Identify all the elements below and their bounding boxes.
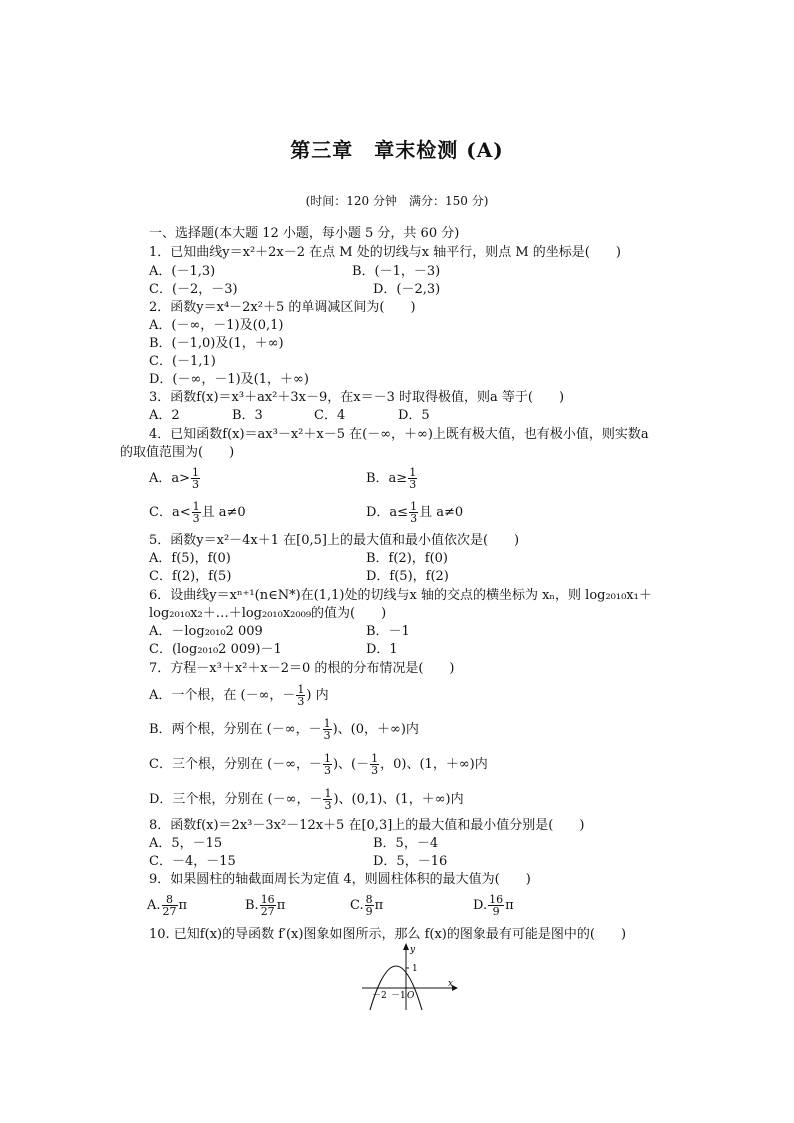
y-axis-label: y [410,945,416,955]
page-title: 第三章 章末检测 (A) [290,138,504,162]
q3-stem: 3．函数f(x)＝x³＋ax²＋3x－9，在x＝－3 时取得极值，则a 等于( ) [149,390,565,405]
q1-option-d: D．(－2,3) [373,282,441,297]
q5-option-b: B．f(2)，f(0) [366,551,449,566]
q5-option-c: C．f(2)，f(5) [149,569,232,584]
exam-info: (时间：120 分钟 满分：150 分) [305,194,489,208]
q10-stem: 10. 已知f(x)的导函数 f′(x)图象如图所示，那么 f(x)的图象最有可能是图中的( ) [149,927,627,942]
q7-option-d: D．三个根，分别在 (－∞，－ $\frac{1}{3}$ )、(0,1)、(1，＋∞)内 [149,787,464,812]
q8-option-a: A．5，－15 [149,836,223,851]
fraction: $\frac{16}{9}$ [489,893,504,918]
fraction: $\frac{1}{3}$ [410,500,418,525]
fraction: $\frac{1}{3}$ [323,752,331,777]
q5-option-d: D．f(5)，f(2) [366,569,449,584]
fraction: $\frac{1}{3}$ [409,466,417,491]
q2-option-a: A．(－∞，－1)及(0,1) [149,318,284,333]
q3-option-a: A．2 [149,408,180,423]
q9-option-c: C. $\frac{8}{9}$ π [350,893,384,918]
q5-stem: 5．函数y＝x²－4x＋1 在[0,5]上的最大值和最小值依次是( ) [149,533,520,548]
q1-option-c: C．(－2，－3) [149,282,238,297]
q4-stem-line2: 的取值范围为( ) [120,445,235,460]
fraction: $\frac{1}{3}$ [371,752,379,777]
q8-option-b: B．5，－4 [373,836,439,851]
q4-option-b: B．a≥ $\frac{1}{3}$ [366,466,417,491]
q3-option-d: D．5 [398,408,430,423]
q7-option-b: B．两个根，分别在 (－∞，－ $\frac{1}{3}$ )、(0，＋∞)内 [149,717,419,742]
y-axis-arrow [403,943,409,950]
x-axis-label: x [448,979,454,989]
tick-label-1: 1 [412,964,418,974]
q8-stem: 8．函数f(x)＝2x³－3x²－12x＋5 在[0,3]上的最大值和最小值分别是( ) [149,818,585,833]
q2-option-c: C．(－1,1) [149,354,216,369]
q6-option-a: A．－log₂₀₁₀2 009 [149,624,263,639]
q2-stem: 2．函数y＝x⁴－2x²＋5 的单调减区间为( ) [149,300,416,315]
q6-stem-line2: log₂₀₁₀x₂＋…＋log₂₀₁₀x₂₀₀₉的值为( ) [149,606,387,621]
q9-option-b: B. $\frac{16}{27}$ π [245,893,286,918]
q2-option-b: B．(－1,0)及(1，＋∞) [149,336,284,351]
q8-option-d: D．5，－16 [373,854,448,869]
q1-stem: 1．已知曲线y＝x²＋2x－2 在点 M 处的切线与x 轴平行，则点 M 的坐标是( ) [149,245,621,260]
q7-option-a: A．一个根，在 (－∞，－ $\frac{1}{3}$ ) 内 [149,683,329,708]
section-header: 一、选择题(本大题 12 小题，每小题 5 分，共 60 分) [149,226,460,241]
q4-option-a: A．a> $\frac{1}{3}$ [149,466,200,491]
q9-option-a: A. $\frac{8}{27}$ π [147,893,188,918]
origin-label: O [407,991,415,1001]
q7-option-c: C．三个根，分别在 (－∞，－ $\frac{1}{3}$ )、(－ $\frac{1}{3}$ ，0)、(1，＋∞)内 [149,752,488,777]
fraction: $\frac{8}{9}$ [365,893,373,918]
q4-option-c: C．a< $\frac{1}{3}$ 且 a≠0 [149,500,246,525]
q3-option-b: B．3 [232,408,263,423]
q6-option-b: B．－1 [366,624,410,639]
q7-stem: 7．方程－x³＋x²＋x－2＝0 的根的分布情况是( ) [149,661,455,676]
fraction: $\frac{1}{3}$ [323,717,331,742]
tick-label-minus-1: －1 [391,991,406,1001]
fraction: $\frac{8}{27}$ [162,893,177,918]
q6-stem-line1: 6．设曲线y＝xⁿ⁺¹(n∈N*)在(1,1)处的切线与x 轴的交点的横坐标为 xₙ，则 log₂₀₁₀x₁＋ [149,588,652,603]
fraction: $\frac{1}{3}$ [324,787,332,812]
fraction: $\frac{1}{3}$ [297,683,305,708]
fraction: $\frac{16}{27}$ [260,893,275,918]
q6-option-d: D．1 [366,642,398,657]
q8-option-c: C．－4，－15 [149,854,236,869]
q6-option-c: C．(log₂₀₁₀2 009)－1 [149,642,282,657]
q3-option-c: C．4 [314,408,346,423]
fraction: $\frac{1}{3}$ [192,500,200,525]
q9-option-d: D. $\frac{16}{9}$ π [473,893,514,918]
tick-label-minus-2: －2 [372,991,387,1001]
q4-option-d: D．a≤ $\frac{1}{3}$ 且 a≠0 [366,500,464,525]
fraction: $\frac{1}{3}$ [192,466,200,491]
q5-option-a: A．f(5)，f(0) [149,551,231,566]
q2-option-d: D．(－∞，－1)及(1，＋∞) [149,372,309,387]
q1-option-a: A．(－1,3) [149,264,216,279]
q9-stem: 9．如果圆柱的轴截面周长为定值 4，则圆柱体积的最大值为( ) [149,872,531,887]
derivative-graph [360,942,460,1012]
q4-stem-line1: 4．已知函数f(x)＝ax³－x²＋x－5 在(－∞，＋∞)上既有极大值，也有极小值，则实数a [149,427,649,442]
q1-option-b: B．(－1，－3) [352,264,441,279]
